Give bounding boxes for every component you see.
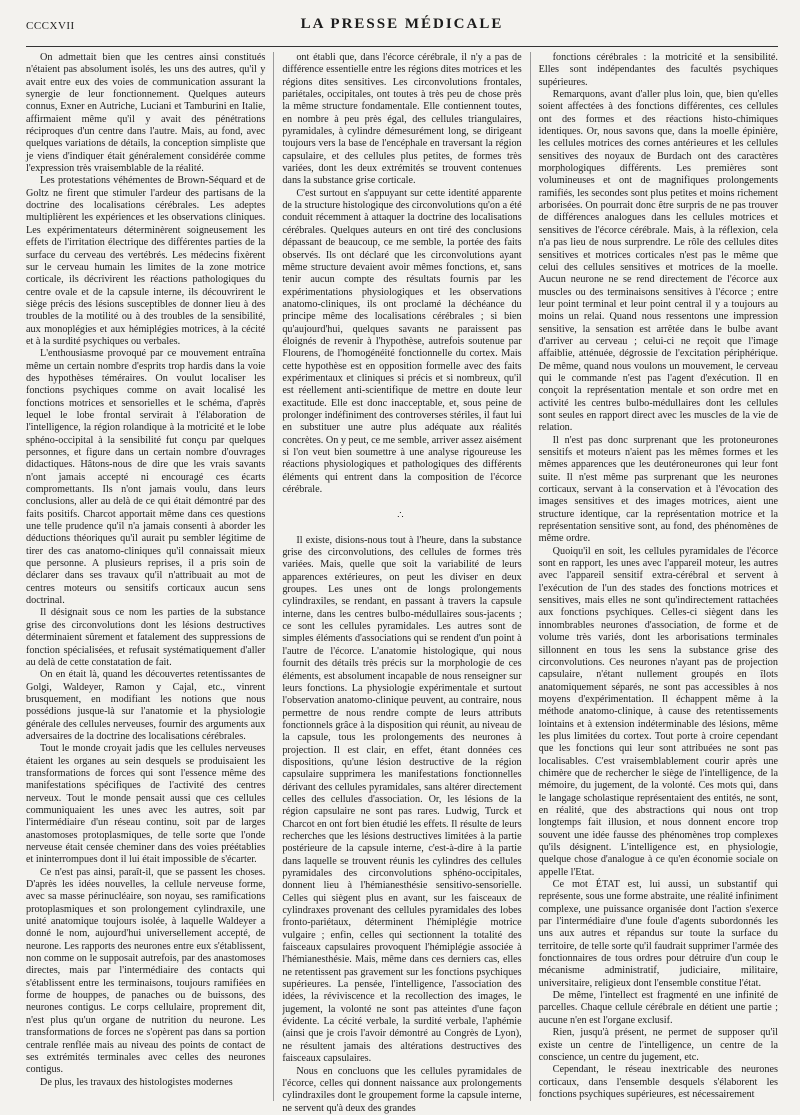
paragraph: Ce n'est pas ainsi, paraît-il, que se passent les choses. D'après les idées nouvelles, la cellule nerveuse forme, avec sa masse périnucléaire, son noyau, ses ramifications protoplasmiques et son prolongement cylindraxile, une unité anatomique toujours isolée, à laquelle Waldeyer a donné le nom, aujourd'hui universellement accepté, de neurone. Les rapports des neurones entre eux s'établissent, non comme on le supposait autrefois, par des anastomoses directes, mais par l'intermédiaire des contacts qui s'établissent entre les terminaisons, toujours ramifiées en forme de houppes, de panaches ou de buissons, des neurones contigus. Le corps cellulaire, proprement dit, n'est plus qu'un organe de nutrition du neurone. Les transformations de forces ne s'opèrent pas dans sa portion centrale renflée mais au niveau des points de contact de ses extrémités terminales avec celles des neurones contigus. (26, 866, 266, 1076)
paragraph: Il existe, disions-nous tout à l'heure, dans la substance grise des circonvolutions, des cellules de formes très variées. Mais, quelle que soit la variabilité de leurs apparences extérieures, on peut les diviser en deux groupes. Les unes ont de longs prolongements cylindraxiles, se rendant, en passant à travers la capsule interne, dans les centres bulbo-médullaires sous-jacents ; ce sont les cellules pyramidales. Les autres sont de simples éléments d'associations qui se rendent d'un point à l'autre de l'écorce. L'anatomie histologique, qui nous fournit des détails très précis sur la morphologie de ces éléments, est absolument incapable de nous renseigner sur leurs fonctions. La physiologie expérimentale et surtout l'observation anatomo-clinique peuvent, au contraire, nous permettre de nous rendre compte de leurs attributs fonctionnels grâce à la disposition qui réunit, au niveau de la capsule, tous les prolongements des neurones à projection. Il est clair, en effet, étant données ces dispositions, qu'une lésion destructive de la région capsulaire supprimera les manifestations fonctionnelles dérivant des cellules pyramidales, sans altérer directement celles des cellules d'association. Or, les lésions de la région capsulaire ne sont pas rares. Ludwig, Turck et Charcot en ont fort bien étudié les effets. Il résulte de leurs recherches que les lésions destructives limitées à la partie postérieure de la capsule interne, c'est-à-dire à la partie dans laquelle se trouvent réunis les cylindres des cellules pyramidales des circonvolutions sphéno-occipitales, donnent lieu à l'hémianesthésie sensitivo-sensorielle. Celles qui siègent plus en avant, sur les faisceaux de cylindraxes provenant des cellules pyramidales des lobes fronto-pariétaux, déterminent l'hémiplégie motrice vulgaire ; enfin, celles qui sectionnent la totalité des faisceaux capsulaires provoquent l'hémiplégie associée à l'hémianesthésie. Mais, même dans ces derniers cas, elles ne retentissent pas gravement sur les fonctions psychiques supérieures. La pensée, l'intelligence, l'association des idées, la réviviscence et la recollection des images, le jugement, la volonté ne sont pas atteintes d'une façon évidente. La cécité verbale, la surdité verbale, l'aphémie (ainsi que je crois l'avoir démontré au Congrès de Lyon), ne résultent jamais des altérations destructives des faisceaux capsulaires. (282, 534, 522, 1065)
page-number: CCCXVII (26, 20, 75, 32)
paragraph: De même, l'intellect est fragmenté en une infinité de parcelles. Chaque cellule cérébrale en détient une partie ; aucune n'en est l'organe exclusif. (538, 990, 778, 1026)
article-columns (26, 52, 778, 1114)
paragraph: De plus, les travaux des histologistes modernes (40, 1076, 233, 1088)
paragraph: Nous en concluons que les cellules pyramidales de l'écorce, celles qui donnent naissance aux prolongements cylindraxiles dont le groupement forme la capsule interne, ne servent qu'à deux des grandes (282, 1065, 522, 1114)
paragraph: fonctions cérébrales : la motricité et la sensibilité. Elles sont indépendantes des facultés psychiques supérieures. (538, 52, 778, 88)
paragraph: Ce mot ÉTAT est, lui aussi, un substantif qui représente, sous une forme abstraite, une réalité infiniment complexe, une puissance organisée dont l'action s'exerce par l'intermédiaire d'une foule d'agents subordonnés les uns aux autres et répandus sur toute la surface du territoire, de telle sorte qu'il faudrait supprimer l'armée des fonctionnaires de tous ordres pour détruire d'un coup le mécanisme administratif, judiciaire, militaire, universitaire, religieux dont l'ensemble constitue l'état. (538, 879, 778, 989)
paragraph: On admettait bien que les centres ainsi constitués n'étaient pas absolument isolés, les uns des autres, qu'il y avait entre eux des voies de communication assurant la synergie de leur fonctionnement. Quelques auteurs connus, Exner en Autriche, Luciani et Tamburini en Italie, affirmaient même qu'il y avait des pénétrations réciproques d'un centre dans l'autre. Mais, au fond, avec quelques variations de détails, la conception simpliste que je viens d'indiquer était généralement considérée comme l'expression très vraisemblable de la réalité. (26, 52, 266, 175)
column-3 (530, 52, 778, 1101)
column-1 (26, 52, 265, 1101)
paragraph: Cependant, le réseau inextricable des neurones corticaux, dans l'ensemble desquels s'élaborent les fonctions psychiques supérieures, est nécessairement (538, 1064, 778, 1100)
page-header (26, 16, 778, 47)
paragraph: Rien, jusqu'à présent, ne permet de supposer qu'il existe un centre de l'intelligence, un centre de la conscience, un centre du jugement, etc. (538, 1027, 778, 1063)
paragraph: L'enthousiasme provoqué par ce mouvement entraîna même un certain nombre d'esprits trop hardis dans la voie des hypothèses téméraires. On voulut localiser les fonctions psychiques comme on avait localisé les fonctions motrices et sensorielles et le schéma, d'après lequel le lobe frontal servirait à l'élaboration de l'intelligence, la région rolandique à la motricité et le lobe sphéno-occipital à la sensibilité fut conçu par quelques personnes, et figure dans un certain nombre d'ouvrages didactiques. Hâtons-nous de dire que les vrais savants n'ont jamais accepté ni encouragé ces écarts compromettants. Ils n'ont jamais voulu, dans leurs conclusions, aller au delà de ce qui était démontré par des faits positifs. Charcot apportait même dans ces questions une telle prudence qu'il n'a jamais consenti à aborder les déductions théoriques qu'il aurait pu sembler légitime de tirer des cas anatomo-cliniques qu'il connaissait mieux que personne. A plusieurs reprises, il a pris soin de déclarer dans ses travaux qu'il n'attribuait au mot de centres moteurs ou sensitifs corticaux aucun sens doctrinal. (26, 348, 266, 607)
paragraph: C'est surtout en s'appuyant sur cette identité apparente de la structure histologique des circonvolutions qu'on a été conduit récemment à attaquer la doctrine des localisations cérébrales. Quelques auteurs en ont tiré des conclusions dépassant de beaucoup, ce me semble, la portée des faits observés. Ils ont déclaré que les circonvolutions ayant même structure devaient avoir mêmes fonctions, et, sans tenir aucun compte des résultats fournis par les expérimentations physiologiques et les observations anatomo-cliniques, ils ont proclamé la déchéance du principe même des localisations cérébrales ; si bien qu'aujourd'hui, quelques savants ne paraissent pas éloignés de revenir à l'hypothèse, autrefois soutenue par Flourens, de l'homogénéité fonctionnelle du cortex. Mais cette hypothèse est en opposition formelle avec des faits expérimentaux et cliniques si précis et si nombreux, qu'il est réellement anti-scientifique de mettre en doute leur exactitude. Elle est donc inacceptable, et, sous peine de prolonger indéfiniment des controverses stériles, il faut lui en substituer une autre plus adéquate aux réalités concrètes. On y peut, ce me semble, arriver assez aisément si l'on veut bien soumettre à une analyse rigoureuse les réactions physiologiques et pathologiques des différents éléments qui entrent dans la composition de l'écorce cérébrale. (282, 187, 522, 496)
paragraph: On en était là, quand les découvertes retentissantes de Golgi, Waldeyer, Ramon y Cajal, etc., vinrent brusquement, en modifiant les notions que nous possédions jusque-là sur l'anatomie et la physiologie générale des cellules nerveuses, fournir des arguments aux adversaires de la doctrine des localisations cérébrales. (26, 669, 266, 742)
paragraph: Tout le monde croyait jadis que les cellules nerveuses étaient les organes au sein desquels se produisaient les transformations de forces qui sont l'essence même des manifestations spécifiques de l'activité des centres nerveux. Tout le monde pensait aussi que ces cellules communiquaient les unes avec les autres, soit par l'intermédiaire d'un réseau continu, soit par de larges anastomoses protoplasmiques, de telle sorte que l'onde nerveuse était censée cheminer dans des voies préétablies et ininterrompues dont il lui était impossible de s'écarter. (26, 743, 266, 866)
journal-title: LA PRESSE MÉDICALE (300, 16, 504, 32)
paragraph: Remarquons, avant d'aller plus loin, que, bien qu'elles soient affectées à des fonctions différentes, ces cellules ont des formes et des réactions histo-chimiques identiques. Or, nous savons que, dans la moelle épinière, les cellules motrices des cornes antérieures et les cellules sensitives des noyaux de Burdach ont des caractères morphologiques différents. Les premières sont volumineuses et ont de magnifiques prolongements ramifiés, les secondes sont plus petites et moins richement arborisées. On pourrait donc être surpris de ne pas trouver de différences analogues dans les cellules motrices et sensitives de l'écorce cérébrale. Mais, à la réflexion, cela n'a pas lieu de nous surprendre. Le rôle des cellules dites sensitives et motrices corticales n'est pas le même que celui des cellules sensitives et motrices de la moelle. Aucun neurone ne se rend directement de l'écorce aux muscles ou des terminaisons sensitives à l'écorce ; entre leur point terminal et leur point central il y a toujours au moins un relai. Quand nous ressentons une impression sensitive, la sensation est arrêtée dans le bulbe avant d'arriver au cerveau ; celui-ci ne reçoit que l'image affaiblie, atténuée, dégrossie de l'excitation périphérique. De même, quand nous voulons un mouvement, le cerveau qui le commande n'est pas l'agent d'exécution. Il en conçoit la représentation mentale et son ordre met en activité les centres bulbo-médullaires dont les cellules sont seules en rapport direct avec les muscles de la vie de relation. (538, 89, 778, 434)
paragraph: ont établi que, dans l'écorce cérébrale, il n'y a pas de différence essentielle entre les régions dites motrices et les régions dites sensitives. Les circonvolutions frontales, pariétales, occipitales, ont toutes à très peu de chose près la même structure fondamentale. Elle contiennent toutes, en nombre à peu près égal, des cellules triangulaires, pyramidales, à cylindre démesurément long, se dirigeant toujours vers la base de l'encéphale en traversant la région capsulaire, et des cellules plus petites, de formes très variées, dont les deux extrémités se trouvent contenues dans la substance grise corticale. (282, 52, 522, 187)
paragraph: Les protestations véhémentes de Brown-Séquard et de Goltz ne firent que stimuler l'ardeur des partisans de la doctrine des localisations cérébrales. Les adeptes multiplièrent les expériences et les observations cliniques. Les expérimentateurs déterminèrent soigneusement les effets de l'irritation électrique des différentes parties de la surface du cerveau des vertébrés. Les médecins fixèrent sur le cerveau humain les limites de la zone motrice corticale, ils décrivirent les réactions pathologiques du centre ovale et de la capsule interne, ils découvrirent le siège précis des lésions susceptibles de donner lieu à des troubles de la motilité ou à des troubles de la sensibilité, aux monoplégies et aux hémiplégies motrices, à la cécité et à la surdité psychiques ou verbales. (26, 175, 266, 347)
column-2 (273, 52, 522, 1114)
paragraph: Il désignait sous ce nom les parties de la substance grise des circonvolutions dont les lésions destructives déterminaient sûrement et fatalement des suppressions de fonction spécialisées, et refusait systématiquement d'aller au delà de cette constatation de fait. (26, 607, 266, 668)
paragraph: Il n'est pas donc surprenant que les protoneurones sensitifs et moteurs n'aient pas les mêmes formes et les mêmes apparences que les deutéroneurones qui leur font suite. Il n'est même pas surprenant que les neurones corticaux, servant à la conservation et à l'évocation des images sensitives et des images motrices, aient une structure identique, car la représentation motrice et la représentation sensitive sont, au fond, des phénomènes de même ordre. (538, 434, 778, 545)
paragraph: Quoiqu'il en soit, les cellules pyramidales de l'écorce sont en rapport, les unes avec l'appareil moteur, les autres avec l'appareil sensitif extra-cérébral et servent à l'exécution de l'un des stades des fonctions motrices et sensitives, mais elles ne sont qu'indirectement rattachées aux fonctions psychiques. Celles-ci siègent dans les innombrables neurones d'association, de forme et de volume très variés, dont les arborisations terminales sillonnent en tous les sens la substance grise des circonvolutions. Ces neurones n'ayant pas de projection capsulaire, n'étant nullement groupés en îlots anatomiquement séparés, ne sont pas accessibles à nos moyens d'expérimentation. Il échappent même à la méthode anatomo-clinique, à cause des retentissements lointains et à extension indéterminable des lésions, même les plus limitées du cortex. Tout porte à croire cependant que les fonctions qui leur sont attribuées ne sont pas localisables. C'est vraisemblablement courir après une chimère que de rechercher le siège de l'intelligence, de la mémoire, du jugement, de la volonté. Ces mots qui, dans le langage scholastique représentaient des entités, ne sont, en réalité, que des abstractions qui nous ont trop longtemps fait illusion, et nous donnent encore trop souvent une idée fausse des phénomènes trop complexes qu'ils désignent. L'intelligence est, en physiologie, quelque chose d'analogue à ce qu'en économie sociale on appelle l'Etat. (538, 545, 778, 878)
section-separator: ∴ (397, 510, 407, 522)
